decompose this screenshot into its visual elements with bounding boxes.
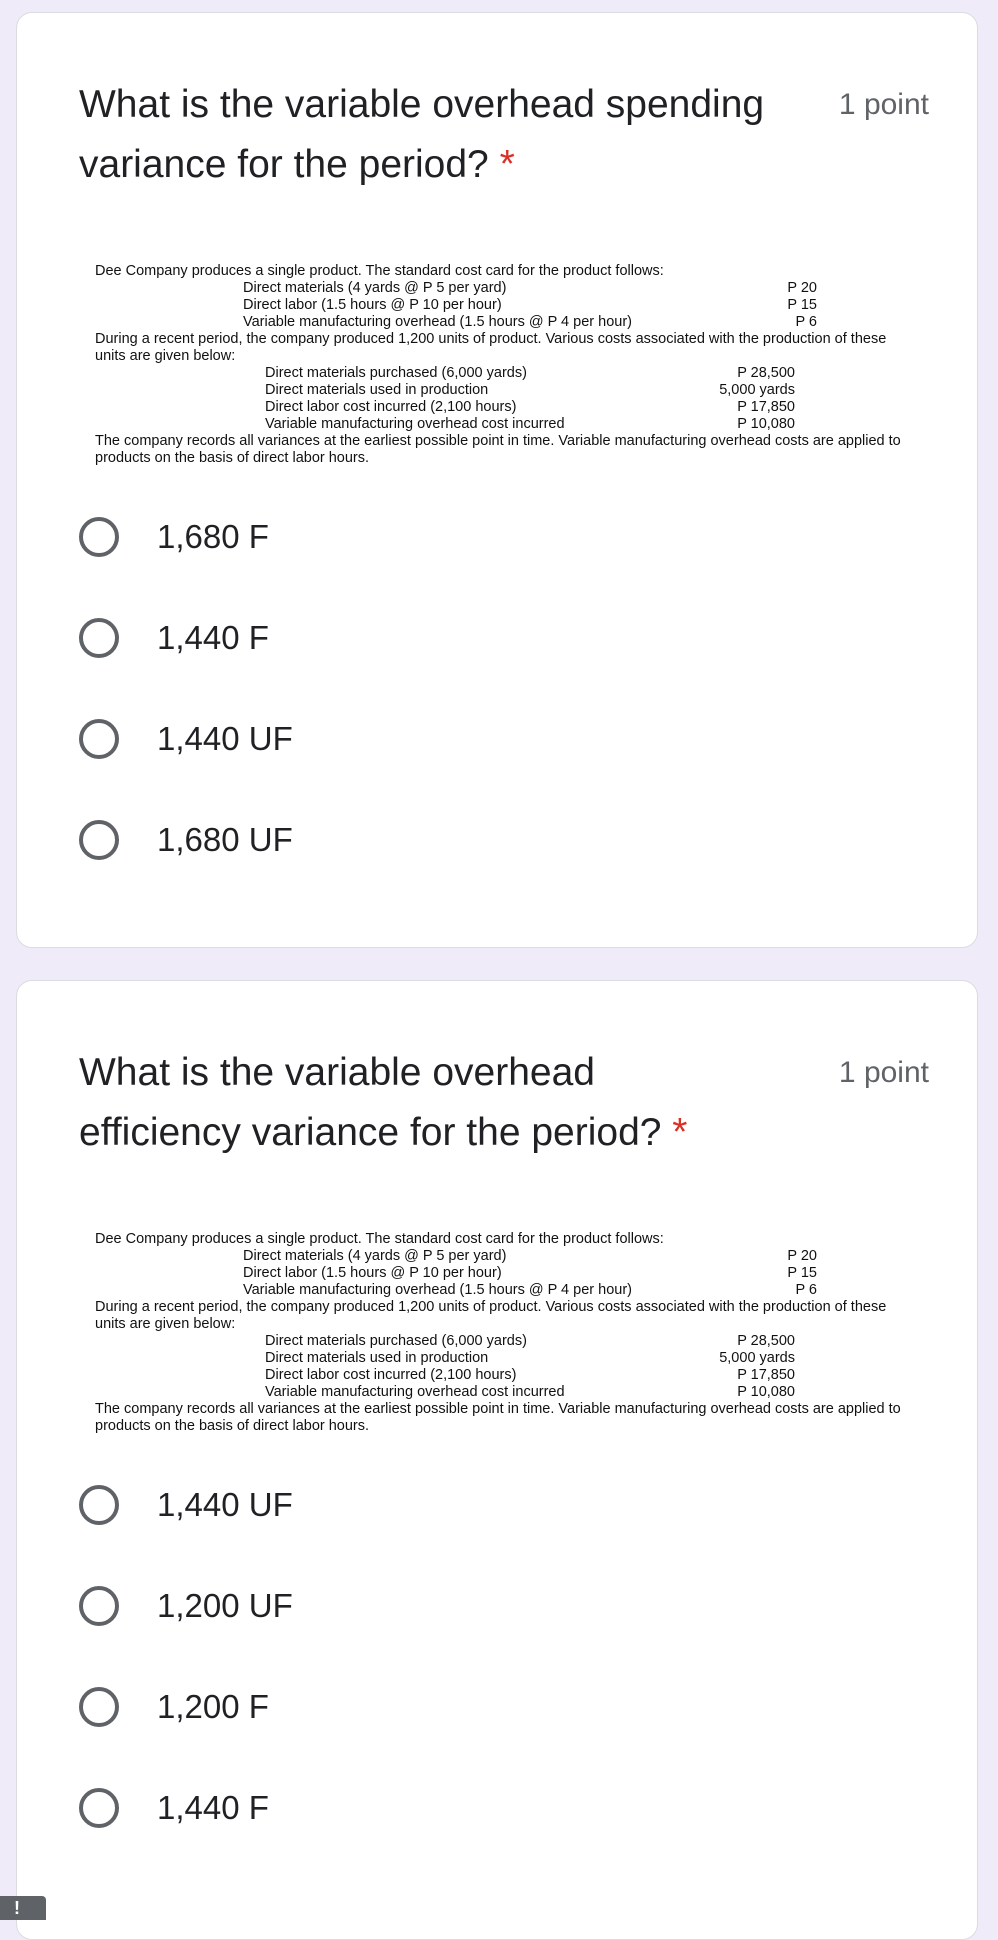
row-label: Direct materials (4 yards @ P 5 per yard) (243, 1248, 507, 1264)
row-label: Direct materials purchased (6,000 yards) (265, 365, 527, 381)
radio-button[interactable] (79, 1687, 119, 1727)
question-title (79, 1043, 759, 1163)
actual-cost-row (95, 1333, 915, 1350)
option-label[interactable]: 1,440 F (157, 619, 269, 656)
points-label: 1 point (838, 88, 929, 121)
answer-option[interactable] (79, 1776, 879, 1877)
row-value: P 10,080 (737, 1384, 795, 1400)
standard-cost-row (95, 1265, 915, 1282)
option-label[interactable]: 1,440 UF (157, 720, 293, 757)
row-value: P 17,850 (737, 399, 795, 415)
radio-button[interactable] (79, 517, 119, 557)
option-label[interactable]: 1,440 UF (157, 1486, 293, 1523)
required-asterisk: * (499, 143, 515, 186)
answer-option[interactable] (79, 1574, 879, 1675)
actual-cost-row (95, 416, 915, 433)
standard-cost-row (95, 1248, 915, 1265)
standard-cost-row (95, 1282, 915, 1299)
option-label[interactable]: 1,200 UF (157, 1587, 293, 1624)
row-label: Direct labor cost incurred (2,100 hours) (265, 1367, 517, 1383)
question-header (79, 75, 929, 195)
row-label: Direct labor cost incurred (2,100 hours) (265, 399, 517, 415)
row-label: Direct materials used in production (265, 382, 489, 398)
question-title-text: What is the variable overhead efficiency variance for the period? (79, 1051, 662, 1154)
row-value: P 20 (787, 1248, 817, 1264)
problem-figure (95, 1231, 915, 1435)
radio-button[interactable] (79, 719, 119, 759)
row-value: P 20 (787, 280, 817, 296)
option-label[interactable]: 1,440 F (157, 1789, 269, 1826)
option-label[interactable]: 1,200 F (157, 1688, 269, 1725)
actual-cost-row (95, 382, 915, 399)
row-label: Variable manufacturing overhead (1.5 hours @ P 4 per hour) (243, 314, 632, 330)
radio-button[interactable] (79, 618, 119, 658)
row-label: Variable manufacturing overhead (1.5 hours @ P 4 per hour) (243, 1282, 632, 1298)
radio-button[interactable] (79, 1788, 119, 1828)
row-value: P 15 (787, 1265, 817, 1281)
row-value: 5,000 yards (719, 1350, 795, 1366)
answer-options (79, 1473, 879, 1877)
row-label: Direct labor (1.5 hours @ P 10 per hour) (243, 1265, 502, 1281)
question-title-text: What is the variable overhead spending variance for the period? (79, 83, 765, 186)
answer-option[interactable] (79, 707, 879, 808)
actual-cost-row (95, 365, 915, 382)
row-value: P 6 (795, 1282, 817, 1298)
row-value: 5,000 yards (719, 382, 795, 398)
answer-option[interactable] (79, 606, 879, 707)
row-value: P 28,500 (737, 365, 795, 381)
row-value: P 6 (795, 314, 817, 330)
points-label: 1 point (838, 1056, 929, 1089)
answer-option[interactable] (79, 808, 879, 909)
actual-cost-row (95, 1350, 915, 1367)
radio-button[interactable] (79, 1485, 119, 1525)
row-value: P 17,850 (737, 1367, 795, 1383)
standard-cost-row (95, 297, 915, 314)
exclamation-icon: ! (14, 1898, 20, 1918)
problem-closing: The company records all variances at the earliest possible point in time. Variable manufacturing overhead costs are applied to products on the basis of direct labor hours. (95, 433, 901, 466)
question-title (79, 75, 809, 195)
report-badge[interactable] (0, 1896, 46, 1920)
standard-cost-row (95, 314, 915, 331)
row-label: Direct labor (1.5 hours @ P 10 per hour) (243, 297, 502, 313)
actual-cost-row (95, 1384, 915, 1401)
answer-option[interactable] (79, 1473, 879, 1574)
option-label[interactable]: 1,680 UF (157, 821, 293, 858)
required-asterisk: * (672, 1111, 688, 1154)
question-header (79, 1043, 929, 1163)
problem-figure (95, 263, 915, 467)
answer-options (79, 505, 879, 909)
row-label: Direct materials (4 yards @ P 5 per yard) (243, 280, 507, 296)
row-label: Direct materials purchased (6,000 yards) (265, 1333, 527, 1349)
problem-closing: The company records all variances at the earliest possible point in time. Variable manufacturing overhead costs are applied to products on the basis of direct labor hours. (95, 1401, 901, 1434)
row-label: Variable manufacturing overhead cost incurred (265, 1384, 565, 1400)
row-value: P 28,500 (737, 1333, 795, 1349)
row-value: P 10,080 (737, 416, 795, 432)
answer-option[interactable] (79, 505, 879, 606)
radio-button[interactable] (79, 820, 119, 860)
answer-option[interactable] (79, 1675, 879, 1776)
question-card-2 (16, 980, 978, 1940)
actual-cost-row (95, 399, 915, 416)
row-label: Variable manufacturing overhead cost incurred (265, 416, 565, 432)
option-label[interactable]: 1,680 F (157, 518, 269, 555)
row-label: Direct materials used in production (265, 1350, 489, 1366)
row-value: P 15 (787, 297, 817, 313)
problem-intro: Dee Company produces a single product. The standard cost card for the product follows: (95, 1231, 664, 1247)
question-card-1 (16, 12, 978, 948)
radio-button[interactable] (79, 1586, 119, 1626)
problem-middle: During a recent period, the company produced 1,200 units of product. Various costs associated with the production of these units are given below: (95, 1299, 887, 1332)
standard-cost-row (95, 280, 915, 297)
problem-intro: Dee Company produces a single product. The standard cost card for the product follows: (95, 263, 664, 279)
actual-cost-row (95, 1367, 915, 1384)
problem-middle: During a recent period, the company produced 1,200 units of product. Various costs associated with the production of these units are given below: (95, 331, 887, 364)
